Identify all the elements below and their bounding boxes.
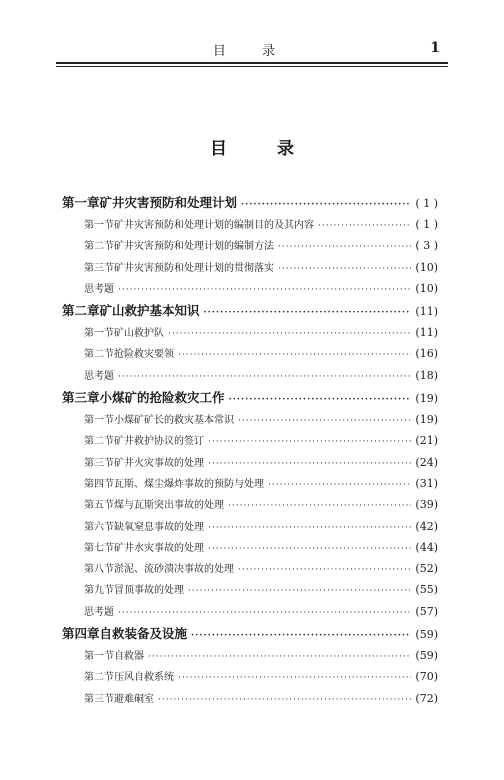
toc-entry-title: 矿井灾害预防和处理计划的编制方法 xyxy=(114,241,274,253)
toc-section-entry xyxy=(62,345,438,366)
toc-entry-page: ( 3 ) xyxy=(415,239,438,253)
toc-chapter-entry xyxy=(62,193,438,216)
toc-entry-page: (11) xyxy=(415,326,438,340)
toc-section-entry xyxy=(62,647,438,668)
dot-leader xyxy=(278,264,411,274)
toc-entry-number: 第二节 xyxy=(84,241,114,253)
toc-entry-page: (31) xyxy=(415,476,438,490)
toc-section-entry xyxy=(62,690,438,711)
toc-section-entry xyxy=(62,581,438,602)
toc-entry-page: (55) xyxy=(415,583,438,597)
dot-leader xyxy=(148,652,411,662)
dot-leader xyxy=(168,329,411,339)
toc-entry-title: 缺氧窒息事故的处理 xyxy=(114,521,204,533)
running-header-title: 目 录 xyxy=(212,44,292,59)
dot-leader xyxy=(238,416,411,426)
toc-entry-title: 思考题 xyxy=(84,606,114,618)
toc-entry-title: 淤泥、流砂溃决事故的处理 xyxy=(114,564,234,576)
toc-entry-title: 冒顶事故的处理 xyxy=(114,585,184,597)
toc-section-entry xyxy=(62,539,438,560)
toc-entry-page: (70) xyxy=(415,670,438,684)
table-of-contents xyxy=(62,193,438,711)
dot-leader xyxy=(208,523,411,533)
toc-entry-number: 第一节 xyxy=(84,328,114,340)
toc-entry-title: 瓦斯、煤尘爆炸事故的预防与处理 xyxy=(114,478,264,490)
toc-questions-entry xyxy=(62,367,438,388)
toc-section-entry xyxy=(62,454,438,475)
toc-entry-page: (21) xyxy=(415,434,438,448)
toc-entry-number: 第二节 xyxy=(84,672,114,684)
toc-entry-number: 第二节 xyxy=(84,349,114,361)
toc-entry-page: (59) xyxy=(415,649,438,663)
toc-entry-page: (18) xyxy=(415,368,438,382)
toc-entry-number: 第六节 xyxy=(84,521,114,533)
dot-leader xyxy=(188,586,411,596)
toc-section-entry xyxy=(62,496,438,517)
toc-section-entry xyxy=(62,432,438,453)
toc-entry-page: (10) xyxy=(415,281,438,295)
toc-entry-number: 第一节 xyxy=(84,220,114,231)
toc-entry-page: (16) xyxy=(415,347,438,361)
dot-leader xyxy=(229,395,412,405)
header-rule-thick xyxy=(56,62,448,64)
running-header-page-number: 1 xyxy=(430,40,440,56)
toc-entry-number: 第三节 xyxy=(84,457,114,469)
toc-entry-page: (57) xyxy=(415,604,438,618)
toc-section-entry xyxy=(62,475,438,496)
dot-leader xyxy=(241,200,411,210)
toc-entry-page: (59) xyxy=(415,628,438,642)
toc-section-entry xyxy=(62,560,438,581)
toc-entry-page: (52) xyxy=(415,562,438,576)
toc-entry-title: 矿井救护协议的签订 xyxy=(114,436,204,448)
toc-section-entry xyxy=(62,411,438,432)
dot-leader xyxy=(118,372,411,382)
toc-chapter-entry xyxy=(62,388,438,411)
toc-entry-title: 自救装备及设施 xyxy=(99,626,188,642)
toc-entry-number: 第二章 xyxy=(62,303,100,319)
toc-entry-page: (39) xyxy=(415,498,438,512)
dot-leader xyxy=(228,501,411,511)
toc-entry-page: (42) xyxy=(415,519,438,533)
toc-entry-title: 自救器 xyxy=(114,651,144,663)
toc-entry-page: (11) xyxy=(415,305,438,319)
toc-entry-number: 第四节 xyxy=(84,478,114,490)
running-header xyxy=(56,40,448,62)
dot-leader xyxy=(204,308,412,318)
dot-leader xyxy=(318,221,411,231)
toc-entry-title: 小煤矿的抢险救灾工作 xyxy=(99,390,225,406)
toc-section-entry xyxy=(62,324,438,345)
dot-leader xyxy=(178,673,411,683)
toc-entry-title: 思考题 xyxy=(84,283,114,295)
toc-section-entry xyxy=(62,216,438,237)
toc-entry-number: 第三章 xyxy=(62,390,100,406)
toc-entry-title: 思考题 xyxy=(84,370,114,382)
dot-leader xyxy=(158,695,411,705)
toc-entry-title: 避难硐室 xyxy=(114,693,154,705)
toc-entry-number: 第七节 xyxy=(84,542,114,554)
toc-entry-number: 第三节 xyxy=(84,693,114,705)
toc-entry-number: 第三节 xyxy=(84,262,114,274)
toc-questions-entry xyxy=(62,603,438,624)
toc-entry-title: 矿井灾害预防和处理计划 xyxy=(99,195,238,210)
toc-entry-page: (72) xyxy=(415,691,438,705)
toc-entry-title: 矿井灾害预防和处理计划的贯彻落实 xyxy=(114,262,274,274)
toc-entry-number: 第四章 xyxy=(62,626,100,642)
toc-entry-page: (44) xyxy=(415,540,438,554)
dot-leader xyxy=(118,285,411,295)
dot-leader xyxy=(208,544,411,554)
toc-entry-number: 第五节 xyxy=(84,500,114,512)
toc-entry-number: 第一章 xyxy=(62,195,100,210)
toc-entry-page: (19) xyxy=(415,413,438,427)
toc-section-entry xyxy=(62,237,438,258)
toc-entry-page: (19) xyxy=(415,392,438,406)
toc-entry-title: 矿山救护队 xyxy=(114,328,164,340)
toc-entry-title: 煤与瓦斯突出事故的处理 xyxy=(114,500,224,512)
toc-section-entry xyxy=(62,518,438,539)
dot-leader xyxy=(208,437,411,447)
toc-entry-number: 第二节 xyxy=(84,436,114,448)
toc-entry-title: 小煤矿矿长的救灾基本常识 xyxy=(114,415,234,427)
toc-chapter-entry xyxy=(62,624,438,647)
toc-entry-number: 第九节 xyxy=(84,585,114,597)
dot-leader xyxy=(208,459,411,469)
toc-questions-entry xyxy=(62,280,438,301)
toc-entry-title: 压风自救系统 xyxy=(114,672,174,684)
toc-entry-title: 矿井灾害预防和处理计划的编制目的及其内容 xyxy=(114,220,314,231)
dot-leader xyxy=(178,350,411,360)
dot-leader xyxy=(118,608,411,618)
dot-leader xyxy=(191,631,411,641)
toc-entry-title: 矿山救护基本知识 xyxy=(99,303,200,319)
toc-entry-number: 第八节 xyxy=(84,564,114,576)
dot-leader xyxy=(268,480,411,490)
toc-section-entry xyxy=(62,668,438,689)
toc-entry-title: 抢险救灾要领 xyxy=(114,349,174,361)
header-rule-thin xyxy=(56,66,448,67)
page-title: 目 录 xyxy=(210,139,316,159)
dot-leader xyxy=(238,565,411,575)
toc-entry-number: 第一节 xyxy=(84,415,114,427)
dot-leader xyxy=(278,242,411,252)
toc-entry-number: 第一节 xyxy=(84,651,114,663)
toc-section-entry xyxy=(62,259,438,280)
toc-entry-page: (24) xyxy=(415,455,438,469)
toc-entry-title: 矿井火灾事故的处理 xyxy=(114,457,204,469)
toc-entry-title: 矿井水灾事故的处理 xyxy=(114,542,204,554)
toc-chapter-entry xyxy=(62,301,438,324)
toc-entry-page: ( 1 ) xyxy=(415,197,438,210)
toc-entry-page: ( 1 ) xyxy=(415,218,438,231)
toc-entry-page: (10) xyxy=(415,260,438,274)
